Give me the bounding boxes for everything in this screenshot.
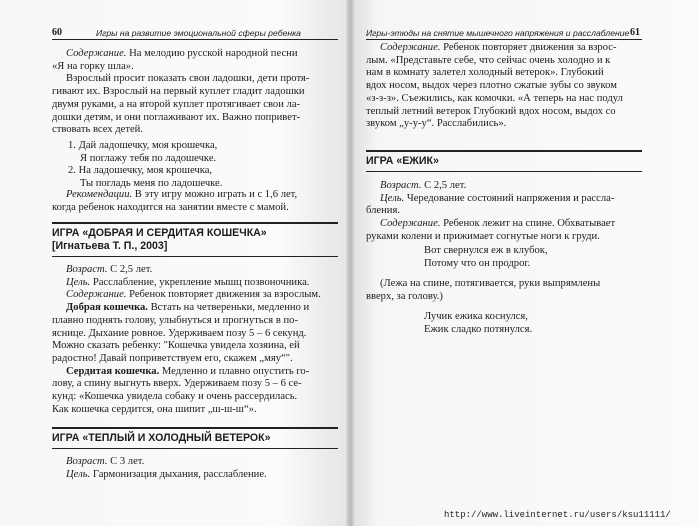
intro-line: На мелодию русской народной песни <box>126 48 298 59</box>
hedgehog-verse-2 <box>424 311 532 336</box>
recommendation-line: когда ребенок находится на занятии вместе с мамой. <box>52 201 289 213</box>
left-page-number: 60 <box>52 27 62 38</box>
verse-line: Ежик сладко потянулся. <box>424 323 533 335</box>
goal-value: Гармонизация дыхания, расслабление. <box>90 468 267 480</box>
game-title-text: ИГРА «ДОБРАЯ И СЕРДИТАЯ КОШЕЧКА» <box>52 227 267 239</box>
hedgehog-body <box>366 180 615 244</box>
angry-kitten-label: Сердитая кошечка. <box>66 365 160 377</box>
verse-line: 1. Дай ладошечку, моя крошечка, <box>68 140 218 151</box>
goal-label: Цель. <box>66 468 91 480</box>
body-line: вдох носом, выдох через плотно сжатые зубы со звуком <box>366 80 617 92</box>
age-value: С 2,5 лет. <box>107 264 153 275</box>
goal-value: Расслабление, укрепление мышц позвоночника. <box>90 276 310 288</box>
angry-kitten-text: Медленно и плавно опустить го- <box>159 365 310 377</box>
goal-label: Цель. <box>66 276 91 288</box>
hedgehog-remark <box>366 278 600 303</box>
remark-line: вверх, за голову.) <box>366 290 443 302</box>
game-title-text: ИГРА «ТЕПЛЫЙ И ХОЛОДНЫЙ ВЕТЕРОК» <box>52 432 271 444</box>
verse-line: Вот свернулся еж в клубок, <box>424 245 548 256</box>
body-line: теплый летний ветерок Глубокий вдох носом, выдох со <box>366 105 616 117</box>
intro-line: Взрослый просит показать свои ладошки, дети протя- <box>66 73 310 85</box>
left-running-title: Игры на развитие эмоциональной сферы ребенка <box>96 28 301 38</box>
section-rule <box>52 427 338 429</box>
content-value: Ребенок повторяет движения за взрос- <box>440 42 617 53</box>
recommendation-paragraph <box>52 189 297 214</box>
content-label: Содержание. <box>380 42 441 53</box>
body-line: яснице. Дыхание ровное. Удерживаем позу 5 – 6 секунд. <box>52 327 307 339</box>
age-label: Возраст. <box>380 180 422 191</box>
goal-label: Цель. <box>380 192 405 204</box>
verse-line: Я поглажу тебя по ладошечке. <box>80 152 217 164</box>
song-verse <box>68 140 222 191</box>
intro-line: гивают их. Взрослый на первый куплет гладит ладошки <box>52 86 305 98</box>
section-rule <box>52 448 338 449</box>
age-value: С 2,5 лет. <box>421 180 467 191</box>
book-gutter <box>346 0 354 526</box>
kitten-body <box>52 264 321 416</box>
game-title-text: ИГРА «ЕЖИК» <box>366 155 439 167</box>
body-line: Как кошечка сердится, она шипит „ш-ш-ш“». <box>52 403 257 415</box>
intro-paragraph <box>52 48 309 137</box>
intro-line: «Я на горку шла». <box>52 60 134 72</box>
intro-line: ствовать всех детей. <box>52 124 143 136</box>
recommendation-label: Рекомендации. <box>66 189 133 200</box>
hedgehog-verse-1 <box>424 245 548 270</box>
game-title-kitten <box>52 227 267 253</box>
kind-kitten-text: Встать на четвереньки, медленно и <box>147 302 310 314</box>
source-watermark: http://www.liveinternet.ru/users/ksu11111/ <box>444 510 671 520</box>
verse-line: Лучик ежика коснулся, <box>424 311 528 322</box>
verse-line: Ты погладь меня по ладошечке. <box>80 178 223 190</box>
content-label: Содержание. <box>66 289 127 301</box>
game-author: [Игнатьева Т. П., 2003] <box>52 240 168 252</box>
content-label: Содержание. <box>66 48 127 59</box>
breeze-body <box>52 456 267 481</box>
kind-kitten-label: Добрая кошечка. <box>66 302 148 314</box>
right-running-title: Игры-этюды на снятие мышечного напряжения и расслабление <box>366 28 630 38</box>
section-rule <box>52 222 338 224</box>
age-label: Возраст. <box>66 456 108 467</box>
age-label: Возраст. <box>66 264 108 275</box>
body-line: лым. «Представьте себе, что сейчас очень холодно и к <box>366 54 611 66</box>
right-page-number: 61 <box>630 27 640 38</box>
body-line: радостно! Давай поприветствуем его, скажем „мяу“". <box>52 352 293 364</box>
body-line: бления. <box>366 205 400 217</box>
section-rule <box>366 150 642 152</box>
game-title-breeze <box>52 432 271 445</box>
content-label: Содержание. <box>380 218 441 230</box>
verse-line: Потому что он продрог. <box>424 257 531 269</box>
content-value: Ребенок лежит на спине. Обхватывает <box>440 218 616 230</box>
verse-line: 2. На ладошечку, моя крошечка, <box>68 165 213 177</box>
intro-line: двумя руками, а на второй куплет протягивает свои ла- <box>52 98 301 110</box>
breeze-continued <box>366 42 623 131</box>
section-rule <box>52 256 338 257</box>
body-line: кунд: «Кошечка увидела собаку и очень рассердилась. <box>52 391 298 403</box>
body-line: Можно сказать ребенку: "Кошечка увидела хозяина, ей <box>52 340 300 352</box>
age-value: С 3 лет. <box>107 456 145 467</box>
section-rule <box>366 171 642 172</box>
body-line: звуком „у-у-у“. Расслабились». <box>366 118 507 130</box>
body-line: нам в комнату залетел холодный ветерок». Глубокий <box>366 67 604 79</box>
content-value: Ребенок повторяет движения за взрослым. <box>126 289 321 301</box>
intro-line: дошки детям, и они поглаживают их. Важно попривет- <box>52 111 301 123</box>
left-running-head <box>52 27 338 40</box>
body-line: руками колени и прижимает согнутые ноги к груди. <box>366 230 600 242</box>
game-title-hedgehog <box>366 155 439 168</box>
body-line: «з-з-з». Съежились, как комочки. «А теперь на нас подул <box>366 92 623 104</box>
body-line: лову, а спину выгнуть вверх. Удерживаем позу 5 – 6 се- <box>52 378 302 390</box>
body-line: плавно поднять голову, улыбнуться и прогнуться в по- <box>52 314 298 326</box>
recommendation-line: В эту игру можно играть и с 1,6 лет, <box>132 189 298 200</box>
goal-value: Чередование состояний напряжения и расслa- <box>404 192 615 204</box>
right-running-head <box>366 27 642 40</box>
remark-line: (Лежа на спине, потягивается, руки выпрямлены <box>380 278 601 289</box>
